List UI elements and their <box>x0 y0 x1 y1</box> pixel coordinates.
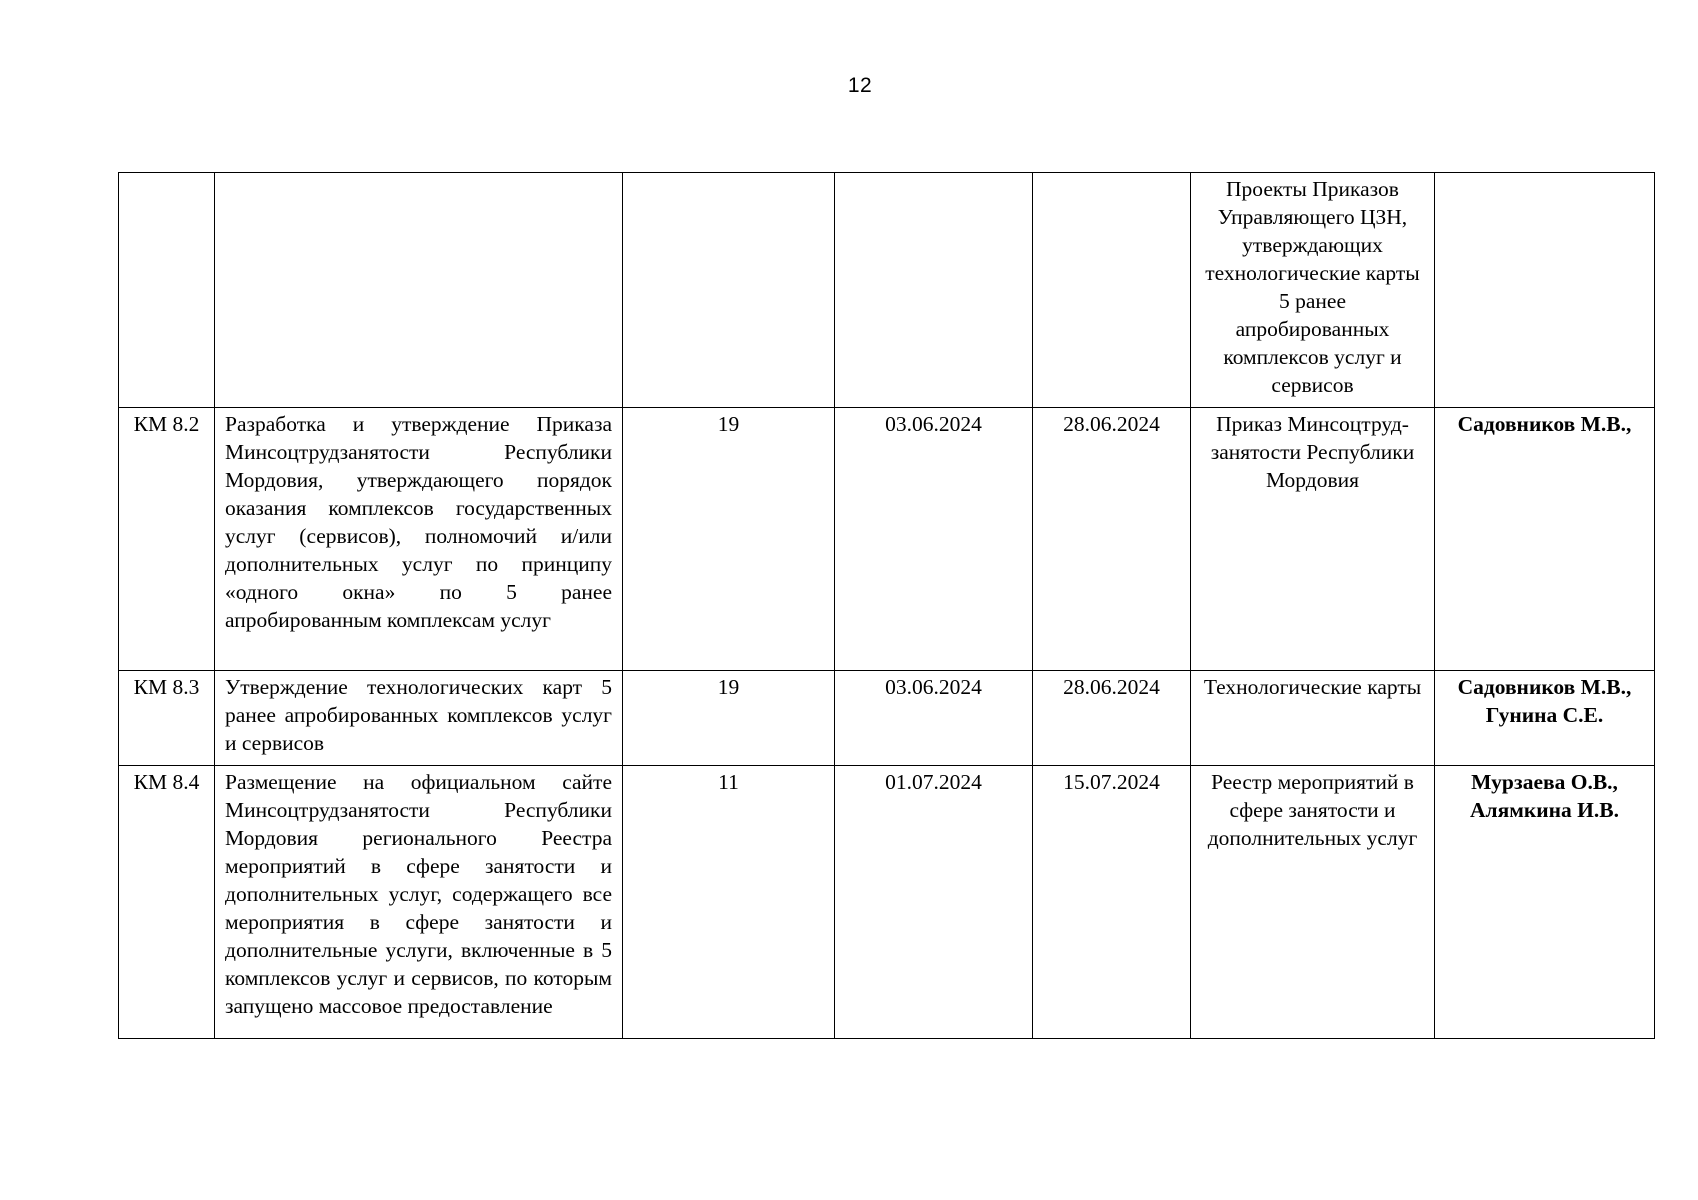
result-cell: Реестр мероприятий в сфере занятости и дополнительных услуг <box>1191 766 1435 1039</box>
table-row <box>119 173 1655 408</box>
responsible-cell <box>1435 173 1655 408</box>
start-date-cell: 03.06.2024 <box>835 408 1033 671</box>
responsible-cell: Мурзаева О.В., Алямкина И.В. <box>1435 766 1655 1039</box>
start-date-cell: 01.07.2024 <box>835 766 1033 1039</box>
start-date-cell <box>835 173 1033 408</box>
duration-cell: 19 <box>623 408 835 671</box>
table-row <box>119 671 1655 766</box>
code-cell: КМ 8.3 <box>119 671 215 766</box>
table-row <box>119 408 1655 671</box>
result-cell: Проекты Приказов Управляющего ЦЗН, утверждающих технологические карты 5 ранее апробированных комплексов услуг и сервисов <box>1191 173 1435 408</box>
schedule-table <box>118 172 1655 1039</box>
duration-cell: 11 <box>623 766 835 1039</box>
code-cell: КМ 8.2 <box>119 408 215 671</box>
description-cell: Разработка и утверждение Приказа Минсоцтрудзанятости Республики Мордовия, утверждающего порядок оказания комплексов государственных услуг (сервисов), полномочий и/или дополнительных услуг по принципу «одного окна» по 5 ранее апробированным комплексам услуг <box>215 408 623 671</box>
end-date-cell <box>1033 173 1191 408</box>
end-date-cell: 28.06.2024 <box>1033 671 1191 766</box>
table-row <box>119 766 1655 1039</box>
result-cell: Технологические карты <box>1191 671 1435 766</box>
responsible-cell: Садовников М.В., Гунина С.Е. <box>1435 671 1655 766</box>
description-cell: Утверждение технологических карт 5 ранее апробированных комплексов услуг и сервисов <box>215 671 623 766</box>
duration-cell: 19 <box>623 671 835 766</box>
start-date-cell: 03.06.2024 <box>835 671 1033 766</box>
duration-cell <box>623 173 835 408</box>
code-cell <box>119 173 215 408</box>
end-date-cell: 28.06.2024 <box>1033 408 1191 671</box>
page-number: 12 <box>847 74 873 97</box>
responsible-cell: Садовников М.В., <box>1435 408 1655 671</box>
code-cell: КМ 8.4 <box>119 766 215 1039</box>
description-cell: Размещение на официальном сайте Минсоцтрудзанятости Республики Мордовия регионального Реестра мероприятий в сфере занятости и дополнительных услуг, содержащего все мероприятия в сфере занятости и дополнительные услуги, включенные в 5 комплексов услуг и сервисов, по которым запущено массовое предоставление <box>215 766 623 1039</box>
end-date-cell: 15.07.2024 <box>1033 766 1191 1039</box>
description-cell <box>215 173 623 408</box>
result-cell: Приказ Минсоцтруд-занятости Республики Мордовия <box>1191 408 1435 671</box>
